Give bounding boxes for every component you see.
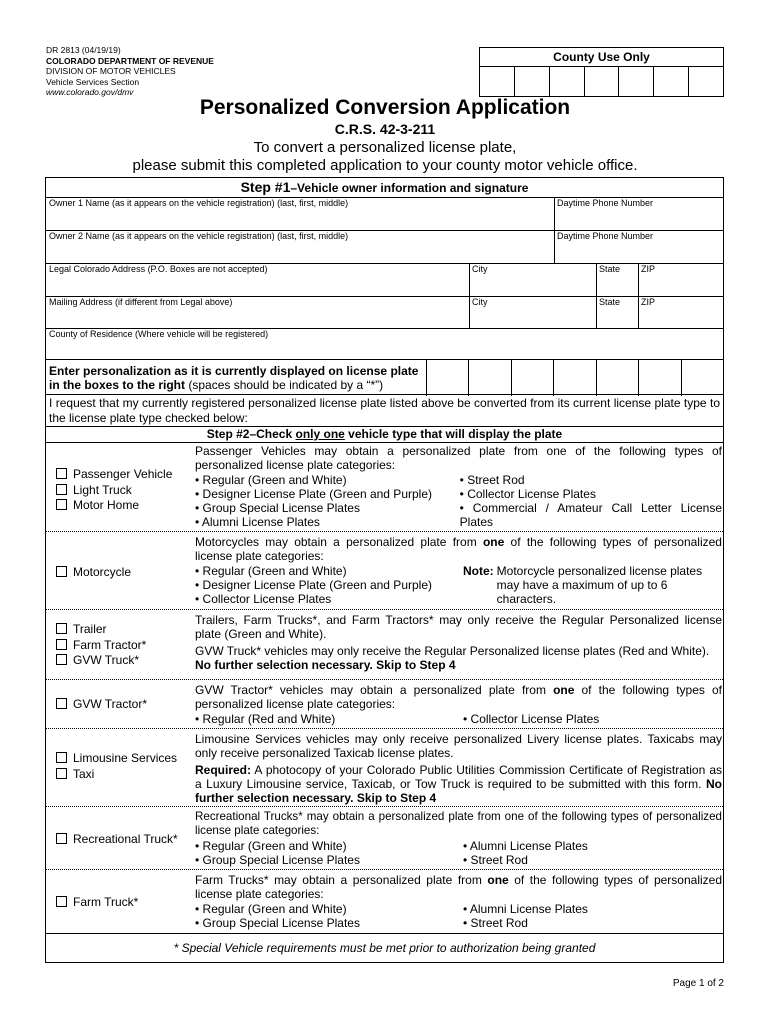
step1-number: Step #1: [240, 179, 291, 195]
step2-heading: Step #2–Check only one vehicle type that will display the plate: [46, 427, 723, 443]
farm-tractor-option[interactable]: Farm Tractor*: [56, 638, 146, 654]
owner1-name-label: Owner 1 Name (as it appears on the vehicle registration) (last, first, middle): [49, 198, 349, 208]
motorcycle-note-label: Note:: [463, 563, 494, 578]
statute-reference: C.R.S. 42-3-211: [334, 121, 436, 137]
step1-heading: [46, 178, 723, 198]
checkbox[interactable]: [56, 499, 67, 510]
plate-char-box[interactable]: [553, 360, 595, 396]
owner2-name-label: Owner 2 Name (as it appears on the vehicle registration) (last, first, middle): [49, 231, 349, 241]
plate-char-box[interactable]: [468, 360, 510, 396]
mailing-zip-label: ZIP: [641, 297, 656, 307]
checkbox[interactable]: [56, 896, 67, 907]
gvw-tractor-section: [46, 680, 723, 729]
trailer-option[interactable]: Trailer: [56, 622, 146, 638]
owner1-row[interactable]: [46, 198, 723, 231]
motorcycle-note: Motorcycle personalized license plates may have a maximum of up to 6 characters.: [496, 563, 703, 607]
plate-char-box[interactable]: [511, 360, 553, 396]
special-vehicle-footnote: * Special Vehicle requirements must be met prior to authorization being granted: [173, 941, 596, 955]
county-label: County of Residence (Where vehicle will be registered): [49, 329, 269, 339]
recreational-truck-option[interactable]: Recreational Truck*: [56, 832, 178, 848]
light-truck-option[interactable]: Light Truck: [56, 483, 172, 499]
instruction-line-1: To convert a personalized license plate,: [253, 139, 517, 156]
instruction-line-2: please submit this completed application to your county motor vehicle office.: [132, 157, 638, 174]
county-use-only-box: [479, 47, 724, 97]
limousine-section: [46, 729, 723, 807]
division-name: DIVISION OF MOTOR VEHICLES: [46, 66, 176, 76]
passenger-description: Passenger Vehicles may obtain a personalized plate from one of the following types of personalized license plate categories: • Regular (Green and White) • Designer License Plate (Green and Purple) • Group Special License Plates • Alumni License Plates • Street Rod • Collector License Plates • Commercial / Amateur Call Letter License Plates: [195, 444, 722, 530]
checkbox[interactable]: [56, 623, 67, 634]
county-cell: [619, 67, 654, 96]
checkbox[interactable]: [56, 484, 67, 495]
motor-home-option[interactable]: Motor Home: [56, 498, 172, 514]
mailing-address-label: Mailing Address (if different from Legal above): [49, 297, 233, 307]
agency-header: [46, 45, 214, 98]
application-form: [45, 177, 724, 963]
limousine-description: Limousine Services vehicles may only receive personalized Livery license plates. Taxicabs may only receive personalized Taxicab license plates. Required: A photocopy of your Colorado Public Utilities Commission Certificate of Registration as a Luxury Limousine service, Taxicab, or Tow Truck is required to be submitted with this form. No further selection necessary. Skip to Step 4: [195, 732, 722, 806]
passenger-vehicle-option[interactable]: Passenger Vehicle: [56, 467, 172, 483]
recreational-description: Recreational Trucks* may obtain a personalized plate from one of the following types of personalized license plate categories: • Regular (Green and White) • Group Special License Plates • Alumni License Plates • Street Rod: [195, 810, 722, 867]
section-name: Vehicle Services Section: [46, 76, 140, 87]
passenger-section: [46, 443, 723, 532]
conversion-request-text: I request that my currently registered personalized license plate listed above be converted from its current license plate type to the license plate type checked below:: [49, 396, 720, 425]
checkbox[interactable]: [56, 752, 67, 763]
mailing-address-row[interactable]: [46, 297, 723, 329]
owner1-phone-label: Daytime Phone Number: [557, 198, 654, 208]
checkbox[interactable]: [56, 468, 67, 479]
department-name: COLORADO DEPARTMENT OF REVENUE: [46, 55, 214, 66]
website-link[interactable]: www.colorado.gov/dmv: [46, 87, 134, 97]
legal-zip-label: ZIP: [641, 264, 656, 274]
county-cell: [585, 67, 620, 96]
legal-address-row[interactable]: [46, 264, 723, 297]
plate-char-box[interactable]: [638, 360, 680, 396]
motorcycle-option[interactable]: Motorcycle: [56, 565, 131, 581]
plate-instruction-bold-1: Enter personalization as it is currently displayed on license plate: [49, 364, 419, 378]
motorcycle-description: Motorcycles may obtain a personalized plate from one of the following types of personalized license plate categories: • Regular (Green and White) • Designer License Plate (Green and Purple) • Collector License Plates Note: Motorcycle personalized license plates may have a maximum of up to 6 characters.: [195, 535, 722, 607]
form-title: Personalized Conversion Application: [199, 96, 571, 119]
only-one-emphasis: only one: [295, 427, 345, 441]
county-use-cells: [480, 67, 723, 96]
form-number: DR 2813 (04/19/19): [46, 45, 121, 55]
page-number: Page 1 of 2: [672, 978, 724, 989]
plate-char-box[interactable]: [596, 360, 638, 396]
plate-char-box[interactable]: [681, 360, 723, 396]
owner2-phone-label: Daytime Phone Number: [557, 231, 654, 241]
legal-city-label: City: [472, 264, 488, 274]
recreational-section: [46, 807, 723, 870]
trailer-description: Trailers, Farm Trucks*, and Farm Tractors* may only receive the Regular Personalized license plate (Green and White). GVW Truck* vehicles may only receive the Regular Personalized license plates (Red and White). No further selection necessary. Skip to Step 4: [195, 613, 722, 672]
county-cell: [689, 67, 723, 96]
plate-char-box[interactable]: [426, 360, 468, 396]
farm-truck-description: Farm Trucks* may obtain a personalized plate from one of the following types of personalized license plate categories: • Regular (Green and White) • Group Special License Plates • Alumni License Plates • Street Rod: [195, 873, 723, 930]
checkbox[interactable]: [56, 768, 67, 779]
trailer-section: [46, 610, 723, 680]
checkbox[interactable]: [56, 833, 67, 844]
gvw-truck-option[interactable]: GVW Truck*: [56, 653, 146, 669]
plate-instruction-bold-2: in the boxes to the right: [49, 378, 186, 392]
farm-truck-option[interactable]: Farm Truck*: [56, 895, 138, 911]
plate-instruction-rest: (spaces should be indicated by a “*”): [185, 378, 384, 392]
county-use-only-title: County Use Only: [480, 48, 723, 67]
county-cell: [480, 67, 515, 96]
checkbox[interactable]: [56, 639, 67, 650]
county-cell: [515, 67, 550, 96]
conversion-request-row: [46, 395, 723, 427]
plate-personalization-row: [46, 360, 723, 395]
checkbox[interactable]: [56, 698, 67, 709]
legal-state-label: State: [599, 264, 621, 274]
checkbox[interactable]: [56, 566, 67, 577]
gvw-tractor-description: GVW Tractor* vehicles may obtain a personalized plate from one of the following types of personalized license plate categories: • Regular (Red and White) • Collector License Plates: [195, 683, 722, 726]
taxi-option[interactable]: Taxi: [56, 767, 177, 783]
farm-truck-section: [46, 870, 723, 934]
motorcycle-section: [46, 532, 723, 610]
mailing-state-label: State: [599, 297, 621, 307]
county-cell: [550, 67, 585, 96]
legal-address-label: Legal Colorado Address (P.O. Boxes are not accepted): [49, 264, 268, 274]
limousine-services-option[interactable]: Limousine Services: [56, 751, 177, 767]
county-cell: [654, 67, 689, 96]
mailing-city-label: City: [472, 297, 488, 307]
gvw-tractor-option[interactable]: GVW Tractor*: [56, 697, 147, 713]
plate-character-boxes: [426, 360, 723, 396]
step1-title: –Vehicle owner information and signature: [290, 181, 529, 195]
checkbox[interactable]: [56, 654, 67, 665]
county-row[interactable]: [46, 329, 723, 360]
owner2-row[interactable]: [46, 231, 723, 264]
